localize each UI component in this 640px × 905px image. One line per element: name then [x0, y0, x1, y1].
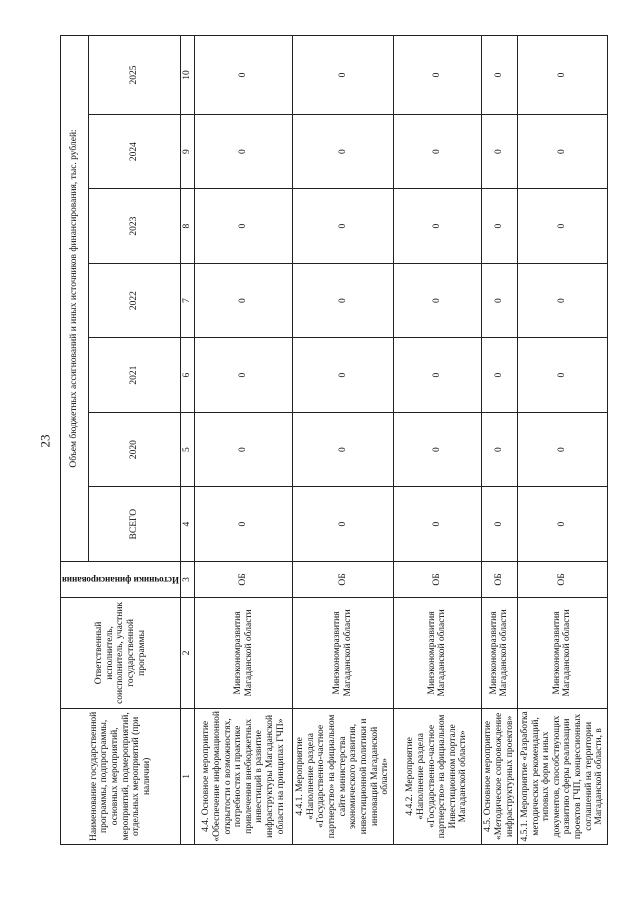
- header-year-2023: 2023: [89, 189, 181, 264]
- table-row: [293, 36, 393, 845]
- row-source: ОБ: [393, 561, 481, 597]
- row-source: ОБ: [293, 561, 393, 597]
- row-value-2022: 0: [517, 263, 607, 338]
- row-value-2025: 0: [481, 36, 517, 115]
- header-total: ВСЕГО: [89, 487, 181, 562]
- row-value-2020: 0: [293, 412, 393, 487]
- header-source: [61, 561, 181, 597]
- table-row: [481, 36, 517, 845]
- row-name: 4.5. Основное мероприятие «Методическое сопровождение инфраструктурных проектов»: [481, 708, 517, 844]
- header-source-text: Источники финансирования: [62, 574, 180, 585]
- row-value-2023: 0: [517, 189, 607, 264]
- row-value-2023: 0: [195, 189, 293, 264]
- row-executor: Минэкономразвития Магаданской области: [195, 598, 293, 709]
- row-value-2021: 0: [481, 338, 517, 413]
- row-value-2022: 0: [195, 263, 293, 338]
- row-value-2020: 0: [195, 412, 293, 487]
- col-number: 9: [181, 114, 195, 189]
- row-value-total: 0: [195, 487, 293, 562]
- row-value-2020: 0: [517, 412, 607, 487]
- row-value-2024: 0: [517, 114, 607, 189]
- row-value-total: 0: [393, 487, 481, 562]
- col-number: 1: [181, 708, 195, 844]
- header-funding-group: Объем бюджетных ассигнований и иных источников финансирования, тыс. рублей:: [61, 36, 89, 562]
- row-value-2024: 0: [195, 114, 293, 189]
- header-name: Наименование государственной программы, подпрограммы, основных мероприятий, мероприятий, подмероприятий, отдельных мероприятий (при наличии): [61, 708, 181, 844]
- row-value-2021: 0: [517, 338, 607, 413]
- row-value-2024: 0: [393, 114, 481, 189]
- table-row: [517, 36, 607, 845]
- table-row: [393, 36, 481, 845]
- row-source: ОБ: [195, 561, 293, 597]
- row-value-2021: 0: [195, 338, 293, 413]
- col-number: 8: [181, 189, 195, 264]
- col-number: 4: [181, 487, 195, 562]
- page-number: 23: [37, 434, 53, 448]
- col-number: 2: [181, 598, 195, 709]
- row-value-2023: 0: [393, 189, 481, 264]
- col-number: 6: [181, 338, 195, 413]
- col-number: 5: [181, 412, 195, 487]
- row-value-2022: 0: [293, 263, 393, 338]
- table-row: [195, 36, 293, 845]
- row-source: ОБ: [517, 561, 607, 597]
- row-name: 4.4.2. Мероприятие «Наполнение раздела «Государственно-частное партнерство» на официальном Инвестиционном портале Магаданской области»: [393, 708, 481, 844]
- rotated-table-wrapper: [60, 35, 608, 845]
- row-value-2024: 0: [293, 114, 393, 189]
- row-name: 4.5.1. Мероприятие «Разработка методических рекомендаций, типовых форм и иных документов, способствующих развитию сферы реализации проектов ГЧП, концессионных соглашений на территории Магаданской области, в: [517, 708, 607, 844]
- row-executor: Минэкономразвития Магаданской области: [393, 598, 481, 709]
- column-number-row: [181, 36, 195, 845]
- col-number: 3: [181, 561, 195, 597]
- header-year-2022: 2022: [89, 263, 181, 338]
- header-year-2020: 2020: [89, 412, 181, 487]
- row-name: 4.4.1. Мероприятие «Наполнение раздела «Государственно-частное партнерство» на официальном сайте министерства экономического развития, инвестиционной политики и инноваций Магаданской области»: [293, 708, 393, 844]
- header-executor: Ответственный исполнитель, соисполнитель, участник государственной программы: [61, 598, 181, 709]
- row-value-total: 0: [481, 487, 517, 562]
- row-value-2023: 0: [293, 189, 393, 264]
- row-executor: Минэкономразвития Магаданской области: [517, 598, 607, 709]
- row-name: 4.4. Основное мероприятие «Обеспечение информационной открытости о возможностях, потребностях и практике привлечения внебюджетных инвестиций в развитие инфраструктуры Магаданской области на принципах ГЧП»: [195, 708, 293, 844]
- header-year-2021: 2021: [89, 338, 181, 413]
- financing-table: [60, 35, 608, 845]
- row-executor: Минэкономразвития Магаданской области: [293, 598, 393, 709]
- row-executor: Минэкономразвития Магаданской области: [481, 598, 517, 709]
- row-value-2022: 0: [393, 263, 481, 338]
- col-number: 10: [181, 36, 195, 115]
- row-value-2021: 0: [393, 338, 481, 413]
- col-number: 7: [181, 263, 195, 338]
- row-value-2025: 0: [393, 36, 481, 115]
- header-year-2025: 2025: [89, 36, 181, 115]
- row-value-2020: 0: [393, 412, 481, 487]
- row-value-2025: 0: [517, 36, 607, 115]
- row-value-2023: 0: [481, 189, 517, 264]
- row-value-total: 0: [517, 487, 607, 562]
- row-value-2025: 0: [293, 36, 393, 115]
- header-year-2024: 2024: [89, 114, 181, 189]
- row-value-total: 0: [293, 487, 393, 562]
- row-value-2020: 0: [481, 412, 517, 487]
- row-value-2022: 0: [481, 263, 517, 338]
- row-value-2021: 0: [293, 338, 393, 413]
- row-source: ОБ: [481, 561, 517, 597]
- row-value-2024: 0: [481, 114, 517, 189]
- row-value-2025: 0: [195, 36, 293, 115]
